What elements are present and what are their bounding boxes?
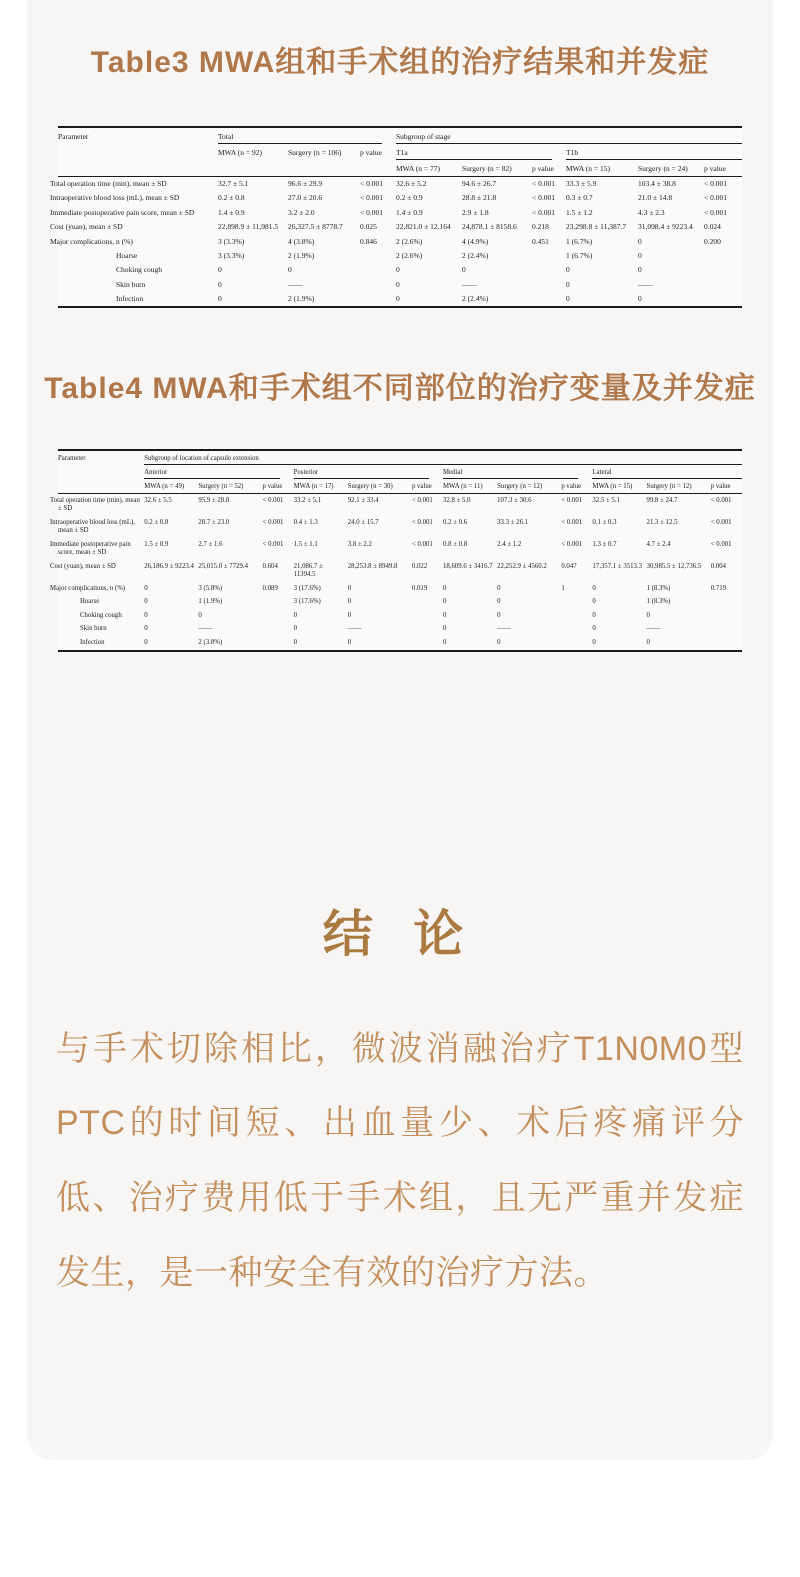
data-cell: 17,357.1 ± 3513.3 [592, 562, 643, 570]
data-cell [704, 248, 742, 262]
data-cell [561, 623, 592, 636]
data-cell: 18,609.6 ± 3416.7 [443, 562, 493, 570]
table-row [58, 191, 742, 205]
row-label: Hoarse [116, 250, 138, 260]
table-row [58, 234, 742, 248]
data-cell: 24,878.1 ± 8158.6 [462, 222, 517, 232]
data-cell: 0 [293, 625, 298, 633]
table-row [58, 538, 742, 560]
data-cell [711, 609, 742, 622]
column-header: p value [263, 479, 294, 494]
data-cell: 24.0 ± 15.7 [347, 518, 379, 526]
data-cell: 0.2 ± 0.9 [396, 193, 423, 203]
row-label: Major complications, n (%) [50, 584, 126, 592]
data-cell: 0 [218, 279, 222, 289]
data-cell [532, 277, 566, 291]
column-header: Lateral [592, 465, 742, 479]
data-cell: < 0.001 [561, 518, 583, 526]
row-label: Cost (yuan), mean ± SD [50, 222, 123, 232]
data-cell: < 0.001 [411, 496, 433, 504]
row-label: Choking cough [116, 265, 163, 275]
data-cell: 28,253.8 ± 8949.8 [347, 562, 398, 570]
data-cell: 22,252.9 ± 4560.2 [497, 562, 547, 570]
data-cell: < 0.001 [532, 179, 555, 188]
data-cell: 0.004 [710, 562, 727, 570]
data-cell: 0.200 [704, 236, 721, 246]
column-header: MWA (n = 15) [566, 160, 638, 177]
column-header: p value [704, 160, 742, 177]
data-cell: 3 (3.3%) [218, 250, 245, 260]
data-cell: 1.5 ± 1.2 [566, 207, 593, 217]
data-cell: < 0.001 [710, 518, 732, 526]
table-row [58, 292, 742, 307]
data-cell: < 0.001 [411, 518, 433, 526]
data-cell: 107.3 ± 30.6 [497, 496, 532, 504]
data-cell: 4 (3.8%) [288, 236, 315, 246]
data-cell: 94.6 ± 26.7 [462, 179, 497, 188]
column-header: Surgery (n = 30) [348, 479, 412, 494]
data-cell: < 0.001 [262, 496, 284, 504]
data-cell [704, 263, 742, 277]
data-cell: 0 [347, 638, 352, 646]
table3 [50, 126, 742, 308]
data-cell: 3.2 ± 2.0 [288, 207, 315, 217]
data-cell [711, 636, 742, 650]
row-label: Skin burn [116, 279, 146, 289]
data-cell: 0 [443, 598, 447, 606]
data-cell [360, 248, 396, 262]
data-cell [360, 292, 396, 307]
data-cell: 0.2 ± 0.6 [443, 518, 468, 526]
data-cell: 0.2 ± 0.8 [144, 518, 169, 526]
data-cell: 0 [497, 598, 501, 606]
data-cell: 32.5 ± 5.1 [592, 496, 620, 504]
data-cell: < 0.001 [704, 179, 727, 188]
data-cell: 0.604 [262, 562, 278, 570]
data-cell: 0 [396, 294, 400, 303]
data-cell: 0 [443, 625, 447, 633]
data-cell: 0 [566, 279, 570, 289]
data-cell: 0 [497, 611, 501, 619]
column-header: p value [360, 144, 396, 177]
data-cell: 4 (4.9%) [462, 236, 489, 246]
table-row [58, 494, 742, 516]
table-row [58, 176, 742, 191]
data-cell: —— [638, 279, 654, 289]
data-cell: 21.0 ± 14.8 [638, 193, 673, 203]
data-cell: —— [288, 279, 303, 289]
data-cell: < 0.001 [704, 207, 727, 217]
row-label: Immediate postoperative pain score, mean ± SD [50, 207, 195, 217]
data-cell: < 0.001 [532, 193, 555, 203]
data-cell [561, 609, 592, 622]
column-header: MWA (n = 11) [443, 479, 497, 494]
data-cell [263, 636, 294, 650]
data-cell: < 0.001 [532, 207, 555, 217]
data-cell: 1.4 ± 0.9 [218, 207, 245, 217]
data-cell: 2.9 ± 1.8 [462, 207, 489, 217]
row-label: Immediate postoperative pain score, mean ± SD [50, 540, 131, 557]
data-cell [704, 277, 742, 291]
data-cell [532, 292, 566, 307]
data-cell: 3 (17.6%) [293, 598, 321, 606]
data-cell: < 0.001 [561, 540, 583, 548]
data-cell: 0.025 [360, 222, 377, 232]
data-cell: 1.4 ± 0.9 [396, 207, 423, 217]
data-cell: 96.6 ± 29.9 [288, 179, 323, 188]
column-header: p value [561, 479, 592, 494]
data-cell: 0 [443, 584, 447, 592]
data-cell: 95.9 ± 28.8 [198, 496, 230, 504]
data-cell: 0 [462, 265, 466, 275]
data-cell: 3 (17.6%) [293, 584, 321, 592]
data-cell: < 0.001 [360, 207, 383, 217]
data-cell: 0 [646, 611, 650, 619]
column-header: Total [218, 127, 396, 144]
data-cell: 1 (6.7%) [566, 236, 593, 246]
data-cell: 0 [347, 598, 352, 606]
data-cell: 103.4 ± 38.8 [638, 179, 676, 188]
data-cell: 99.8 ± 24.7 [646, 496, 678, 504]
data-cell: 0 [566, 265, 570, 275]
data-table [50, 126, 742, 308]
data-cell: 28.8 ± 21.8 [462, 193, 497, 203]
data-cell: 2 (2.4%) [462, 294, 489, 303]
data-cell: —— [198, 625, 212, 633]
column-header: Surgery (n = 24) [638, 160, 704, 177]
data-cell: 0 [638, 294, 642, 303]
data-cell: 0.1 ± 0.3 [592, 518, 617, 526]
data-cell: 1 (8.3%) [646, 584, 671, 592]
data-cell: 0 [347, 611, 352, 619]
data-cell: 4.3 ± 2.3 [638, 207, 665, 217]
data-cell: 22,898.9 ± 11,981.5 [218, 222, 279, 232]
row-label: Intraoperative blood loss (mL), mean ± SD [50, 518, 135, 535]
data-cell [360, 277, 396, 291]
column-header: Posterior [294, 465, 443, 479]
data-cell [360, 263, 396, 277]
data-cell [561, 596, 592, 609]
table-row [58, 609, 742, 622]
table-row [58, 263, 742, 277]
data-cell: 28.7 ± 23.0 [198, 518, 230, 526]
data-cell [532, 248, 566, 262]
data-cell: 32.6 ± 5.5 [144, 496, 172, 504]
data-cell: 92.1 ± 33.4 [347, 496, 379, 504]
data-cell: 2 (2.6%) [396, 250, 423, 260]
column-header: Medial [443, 465, 592, 479]
data-cell: 0 [638, 236, 642, 246]
data-cell: 0.719 [710, 584, 727, 592]
data-cell: 4.7 ± 2.4 [646, 540, 671, 548]
data-cell: < 0.001 [262, 518, 284, 526]
data-cell: < 0.001 [360, 193, 383, 203]
column-header: p value [532, 160, 566, 177]
data-cell [711, 596, 742, 609]
column-header: Anterior [144, 465, 293, 479]
data-cell: 0 [638, 265, 642, 275]
data-cell: 0.3 ± 0.7 [566, 193, 593, 203]
table-row [58, 516, 742, 538]
table-row [58, 596, 742, 609]
row-label: Infection [80, 638, 105, 646]
data-cell: 0 [288, 265, 292, 275]
data-cell: < 0.001 [411, 540, 433, 548]
data-cell: 23,298.8 ± 11,387.7 [566, 222, 627, 232]
table-row [58, 205, 742, 219]
data-cell: 0 [218, 294, 222, 303]
data-cell: 26,186.9 ± 9223.4 [144, 562, 194, 570]
data-cell: 0 [443, 611, 447, 619]
column-header: Surgery (n = 12) [497, 479, 561, 494]
data-cell: < 0.001 [710, 540, 732, 548]
data-cell [532, 263, 566, 277]
data-cell: 0 [198, 611, 202, 619]
table3-title: Table3 MWA组和手术组的治疗结果和并发症 [90, 46, 710, 79]
data-cell: 0 [347, 584, 352, 592]
data-cell: 0 [443, 638, 447, 646]
row-label: Choking cough [80, 611, 122, 619]
column-header: p value [412, 479, 443, 494]
data-cell: < 0.001 [710, 496, 732, 504]
data-cell: 1 (8.3%) [646, 598, 671, 606]
data-cell: 1.3 ± 0.7 [592, 540, 617, 548]
column-header: MWA (n = 92) [218, 144, 288, 177]
row-label: Cost (yuan), mean ± SD [50, 562, 116, 570]
data-cell: 0 [592, 625, 596, 633]
data-cell: 0.846 [360, 236, 377, 246]
data-cell: 0 [638, 250, 642, 260]
data-cell: 0 [396, 279, 400, 289]
data-cell [561, 636, 592, 650]
data-cell: 0.047 [561, 562, 577, 570]
data-cell: 30,985.5 ± 12,736.5 [646, 562, 702, 570]
column-header: MWA (n = 17) [294, 479, 348, 494]
column-header: Surgery (n = 12) [647, 479, 711, 494]
data-cell: 2 (1.9%) [288, 250, 315, 260]
column-header: Parameter [58, 127, 218, 177]
data-cell [412, 623, 443, 636]
data-cell: 0 [646, 638, 650, 646]
column-header: MWA (n = 77) [396, 160, 462, 177]
table-row [58, 623, 742, 636]
data-cell: 0 [144, 611, 148, 619]
data-cell [263, 596, 294, 609]
data-cell: —— [497, 625, 511, 633]
data-cell [704, 292, 742, 307]
data-cell: 0.089 [262, 584, 278, 592]
data-cell: —— [646, 625, 661, 633]
data-cell: 0.8 ± 0.8 [443, 540, 468, 548]
data-cell: 21.3 ± 12.5 [646, 518, 678, 526]
row-label: Total operation time (min), mean ± SD [50, 179, 167, 188]
data-cell: 32.7 ± 5.1 [218, 179, 249, 188]
data-cell: —— [462, 279, 478, 289]
data-cell: < 0.001 [561, 496, 583, 504]
column-header: T1a [396, 144, 566, 160]
column-header: Subgroup of stage [396, 127, 742, 144]
data-cell: < 0.001 [262, 540, 284, 548]
data-cell: 0 [144, 584, 148, 592]
data-cell: 33.2 ± 5.1 [293, 496, 322, 504]
table-row [58, 248, 742, 262]
table-row [58, 220, 742, 234]
data-cell: 32.6 ± 5.2 [396, 179, 427, 188]
data-cell: 0.4 ± 1.3 [293, 518, 318, 526]
data-cell: 0 [396, 265, 400, 275]
data-cell: 1 [561, 584, 565, 592]
row-label: Total operation time (min), mean ± SD [50, 496, 140, 513]
column-header: MWA (n = 49) [144, 479, 198, 494]
data-cell: 33.3 ± 5.9 [566, 179, 597, 188]
data-cell: 0 [592, 598, 596, 606]
data-cell: 2 (3.8%) [198, 638, 223, 646]
data-cell: 1 (1.9%) [198, 598, 223, 606]
data-cell: 2.4 ± 1.2 [497, 540, 522, 548]
data-cell: 0.024 [704, 222, 721, 232]
data-cell: 33.3 ± 26.1 [497, 518, 529, 526]
data-cell: 3 (3.3%) [218, 236, 245, 246]
data-cell: 0 [497, 584, 501, 592]
data-cell: 0 [566, 294, 570, 303]
table4-title: Table4 MWA和手术组不同部位的治疗变量及并发症 [44, 371, 756, 405]
data-cell: 0.451 [532, 236, 549, 246]
column-header: Surgery (n = 82) [462, 160, 532, 177]
conclusion-paragraph: 与手术切除相比，微波消融治疗T1N0M0型PTC的时间短、出血量少、术后疼痛评分低、治疗费用低于手术组，且无严重并发症发生，是一种安全有效的治疗方法。 [56, 1029, 744, 1293]
data-table [50, 449, 742, 651]
table-row [58, 582, 742, 595]
row-label: Skin burn [80, 625, 107, 633]
data-cell: 0 [218, 265, 222, 275]
column-header: Surgery (n = 52) [198, 479, 262, 494]
row-label: Major complications, n (%) [50, 236, 133, 246]
data-cell: 1.5 ± 0.9 [144, 540, 169, 548]
data-cell [412, 609, 443, 622]
data-cell [263, 609, 294, 622]
table-row [58, 277, 742, 291]
data-cell [263, 623, 294, 636]
data-cell: 26,327.5 ± 8778.7 [288, 222, 343, 232]
data-cell [711, 623, 742, 636]
table-row [58, 636, 742, 650]
data-cell: 27.0 ± 20.6 [288, 193, 323, 203]
data-cell: —— [347, 625, 362, 633]
data-cell: 0 [592, 611, 596, 619]
table4 [50, 449, 742, 651]
data-cell: 0 [293, 638, 298, 646]
data-cell: 22,821.0 ± 12,164 [396, 222, 451, 232]
data-cell: 25,015.0 ± 7729.4 [198, 562, 248, 570]
data-cell [412, 636, 443, 650]
column-header: Parameter [58, 450, 144, 494]
data-cell: 3 (5.8%) [198, 584, 223, 592]
row-label: Infection [116, 294, 144, 303]
data-cell: 0 [293, 611, 298, 619]
table-row [58, 560, 742, 582]
data-cell: 0 [592, 638, 596, 646]
data-cell [412, 596, 443, 609]
data-cell: 32.8 ± 5.0 [443, 496, 471, 504]
conclusion-heading: 结 论 [322, 905, 478, 962]
data-cell: 0 [144, 598, 148, 606]
column-header: MWA (n = 15) [592, 479, 646, 494]
data-cell: < 0.001 [704, 193, 727, 203]
data-cell: 2 (2.4%) [462, 250, 489, 260]
data-cell: 1 (6.7%) [566, 250, 593, 260]
data-cell: 2.7 ± 1.6 [198, 540, 223, 548]
column-header: Surgery (n = 106) [288, 144, 360, 177]
row-label: Intraoperative blood loss (mL), mean ± SD [50, 193, 180, 203]
data-cell: 2 (2.6%) [396, 236, 423, 246]
column-header: p value [711, 479, 742, 494]
data-cell: 0.218 [532, 222, 549, 232]
data-cell: 3.8 ± 2.2 [347, 540, 372, 548]
content-card [27, 0, 773, 1460]
data-cell: 0 [144, 638, 148, 646]
data-cell: 0.022 [411, 562, 428, 570]
column-header: T1b [566, 144, 742, 160]
data-cell: 0 [144, 625, 148, 633]
data-cell: 1.5 ± 1.1 [293, 540, 318, 548]
data-cell: 0 [592, 584, 596, 592]
data-cell: < 0.001 [360, 179, 383, 188]
data-cell: 31,098.4 ± 9223.4 [638, 222, 693, 232]
data-cell: 21,086.7 ± 11394.5 [293, 562, 323, 579]
row-label: Hoarse [80, 598, 100, 606]
data-cell: 0.2 ± 0.8 [218, 193, 245, 203]
column-header: Subgroup of location of capsule extension [144, 450, 742, 465]
data-cell: 2 (1.9%) [288, 294, 315, 303]
data-cell: 0.019 [411, 584, 428, 592]
data-cell: 0 [497, 638, 501, 646]
